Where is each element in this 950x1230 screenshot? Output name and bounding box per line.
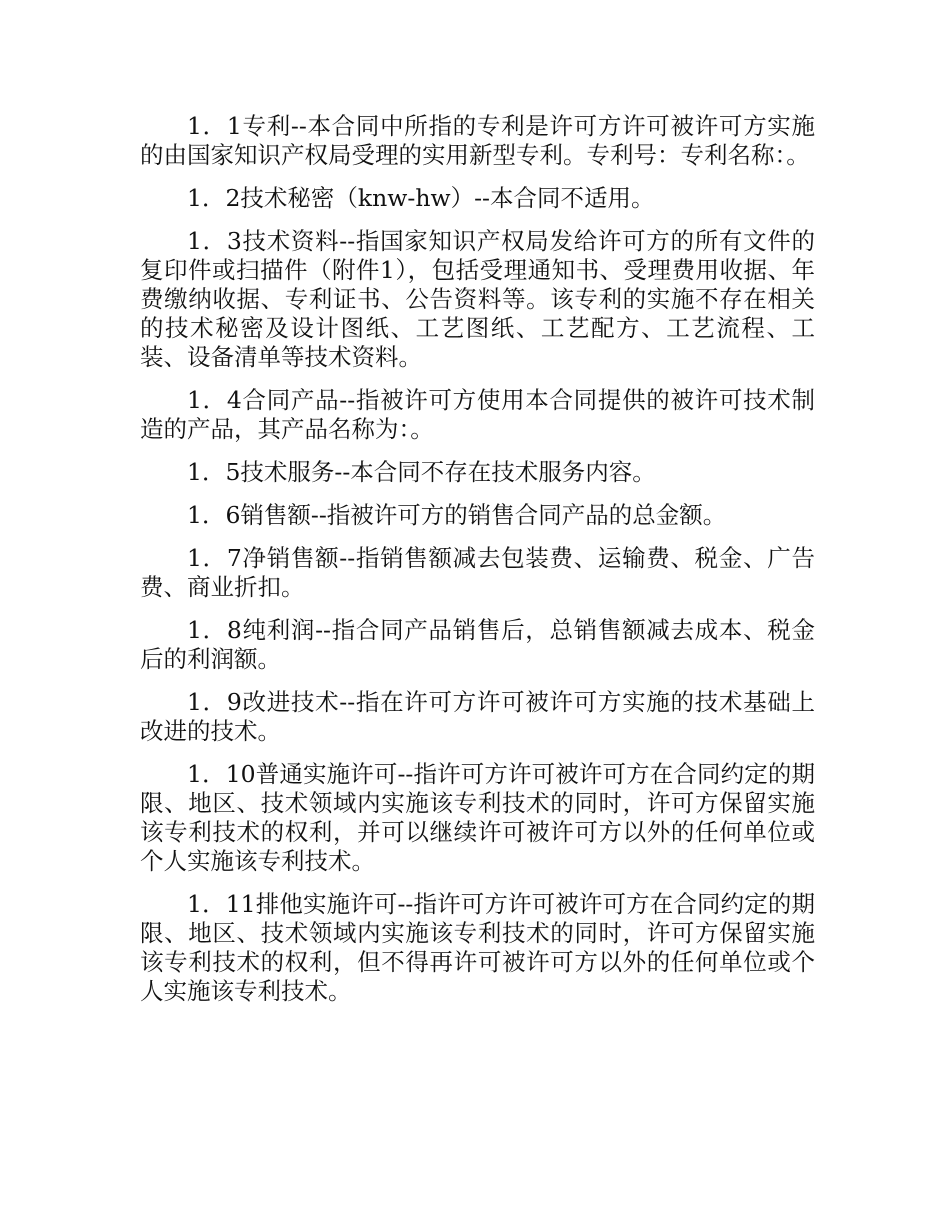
clause-1-5-technical-service: 1．5技术服务--本合同不存在技术服务内容。 <box>187 458 656 486</box>
clause-1-11-exclusive-license: 1．11排他实施许可--指许可方许可被许可方在合同约定的期限、地区、技术领域内实施该专利技术的同时，许可方保留实施该专利技术的权利，但不得再许可被许可方以外的任何单位或个人实施该专利技术。 <box>140 890 815 1005</box>
clause-1-8-net-profit: 1．8纯利润--指合同产品销售后，总销售额减去成本、税金后的利润额。 <box>140 616 815 673</box>
clause-1-9-improved-technology: 1．9改进技术--指在许可方许可被许可方实施的技术基础上改进的技术。 <box>140 688 815 745</box>
clause-1-7-net-sales: 1．7净销售额--指销售额减去包装费、运输费、税金、广告费、商业折扣。 <box>140 544 815 601</box>
document-page <box>140 112 815 1020</box>
clause-1-4-contract-product: 1．4合同产品--指被许可方使用本合同提供的被许可技术制造的产品，其产品名称为：。 <box>140 386 815 443</box>
clause-1-1-patent: 1．1专利--本合同中所指的专利是许可方许可被许可方实施的由国家知识产权局受理的实用新型专利。专利号：专利名称：。 <box>140 112 815 169</box>
clause-1-6-sales-amount: 1．6销售额--指被许可方的销售合同产品的总金额。 <box>187 501 727 529</box>
clause-1-2-know-how: 1．2技术秘密（knw-hw）--本合同不适用。 <box>187 184 655 212</box>
clause-1-10-ordinary-license: 1．10普通实施许可--指许可方许可被许可方在合同约定的期限、地区、技术领域内实施该专利技术的同时，许可方保留实施该专利技术的权利，并可以继续许可被许可方以外的任何单位或个人实施该专利技术。 <box>140 760 815 875</box>
clause-1-3-technical-materials: 1．3技术资料--指国家知识产权局发给许可方的所有文件的复印件或扫描件（附件1），包括受理通知书、受理费用收据、年费缴纳收据、专利证书、公告资料等。该专利的实施不存在相关的技术秘密及设计图纸、工艺图纸、工艺配方、工艺流程、工装、设备清单等技术资料。 <box>140 227 815 371</box>
